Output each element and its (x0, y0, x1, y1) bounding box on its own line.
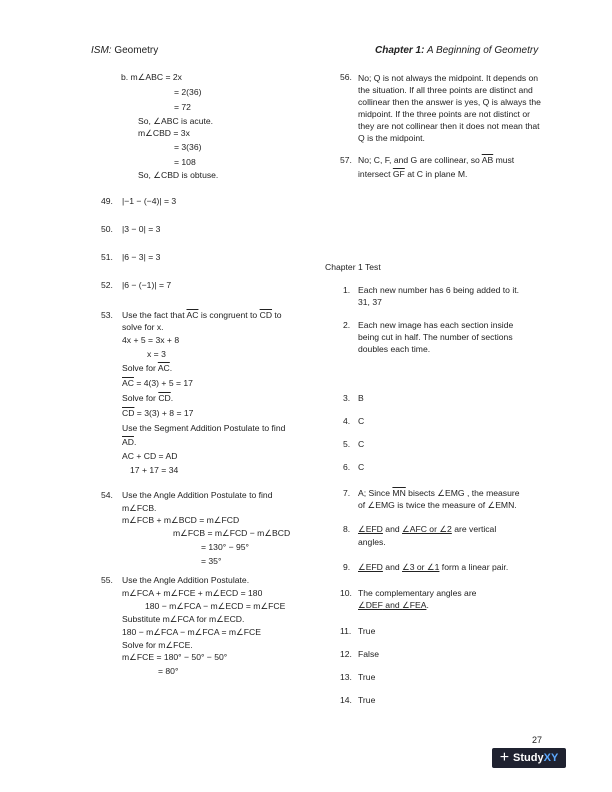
problem-number: 50. (101, 224, 113, 234)
p53-line3: 4x + 5 = 3x + 8 (122, 335, 180, 345)
problem-number: 11. (340, 626, 352, 636)
p57-line1: No; C, F, and G are collinear, so $\overline{AB}$ must (358, 155, 515, 165)
problem-number: 1. (343, 285, 351, 295)
problem-number: 56. (340, 72, 352, 82)
t2-line3: doubles each time. (358, 344, 431, 354)
problem-number: 5. (343, 439, 351, 449)
p54-line5: = 130° − 95° (201, 542, 249, 552)
t14-answer: True (358, 695, 376, 705)
line: So, ∠ABC is acute. (138, 116, 214, 126)
p53-line2: solve for x. (122, 322, 164, 332)
line: = 3(36) (174, 142, 202, 152)
p54-line4: m∠FCB = m∠FCD − m∠BCD (173, 528, 291, 538)
header-right: Chapter 1: A Beginning of Geometry (375, 45, 539, 56)
p53-line1: Use the fact that $\overline{AC}$ is congruent to $\overline{CD}$ to (122, 310, 282, 320)
t9-line1: ∠EFD and ∠3 or ∠1 form a linear pair. (358, 562, 509, 572)
p55-line1: Use the Angle Addition Postulate. (122, 575, 250, 585)
problem-49-expr: |−1 − (−4)| = 3 (122, 196, 177, 206)
line: = 2(36) (174, 87, 202, 97)
problem-52-expr: |6 − (−1)| = 7 (122, 280, 172, 290)
p54-line1: Use the Angle Addition Postulate to find (122, 490, 273, 500)
p55-line6: Solve for m∠FCE. (122, 640, 193, 650)
p53-line5: Solve for $\overline{AC}$. (122, 363, 173, 373)
t10-line2: ∠DEF and ∠FEA. (358, 600, 429, 610)
p55-line8: = 80° (158, 666, 179, 676)
p53-line9: Use the Segment Addition Postulate to find (122, 423, 286, 433)
problem-number: 7. (343, 488, 351, 498)
t12-answer: False (358, 649, 380, 659)
studyxy-logo: + Study XY (492, 748, 566, 768)
p54-line6: = 35° (201, 556, 222, 566)
p56-text: No; Q is not always the midpoint. It depends on the situation. If all three points are distinct and collinear then the answer is yes, Q is always the midpoint. If the three points are not distinct or they are not collinear then it does not mean that Q is the midpoint. (358, 73, 541, 143)
problem-number: 13. (340, 672, 352, 682)
problem-number: 2. (343, 320, 351, 330)
t3-answer: B (358, 393, 364, 403)
p55-line3: 180 − m∠FCA − m∠ECD = m∠FCE (145, 601, 286, 611)
t2-line2: being cut in half. The number of sections (358, 332, 513, 342)
line: = 72 (174, 102, 191, 112)
problem-51-expr: |6 − 3| = 3 (122, 252, 161, 262)
t2-line1: Each new image has each section inside (358, 320, 514, 330)
problem-number: 54. (101, 490, 113, 500)
t6-answer: C (358, 462, 365, 472)
section-title: Chapter 1 Test (325, 262, 381, 272)
p54-line2: m∠FCB. (122, 503, 157, 513)
problem-number: 6. (343, 462, 351, 472)
p53-line4: x = 3 (147, 349, 166, 359)
t7-line2: of ∠EMG is twice the measure of ∠EMN. (358, 500, 517, 510)
problem-number: 53. (101, 310, 113, 320)
p55-line2: m∠FCA + m∠FCE + m∠ECD = 180 (122, 588, 263, 598)
problem-number: 4. (343, 416, 351, 426)
problem-number: 10. (340, 588, 352, 598)
p53-line10: $\overline{AD}$. (122, 437, 137, 447)
line: m∠CBD = 3x (138, 128, 190, 138)
t1-line1: Each new number has 6 being added to it. (358, 285, 520, 295)
p53-line8: $\overline{CD} = 3(3) + 8 = 17$ (122, 408, 194, 418)
problem-number: 52. (101, 280, 113, 290)
problem-number: 12. (340, 649, 352, 659)
t4-answer: C (358, 416, 365, 426)
p57-line2: intersect $\overline{GF}$ at C in plane M. (358, 169, 468, 179)
p53-line6: $\overline{AC} = 4(3) + 5 = 17$ (122, 378, 193, 388)
p53-line11: AC + CD = AD (122, 451, 178, 461)
problem-number: 49. (101, 196, 113, 206)
p55-line5: 180 − m∠FCA − m∠FCA = m∠FCE (122, 627, 261, 637)
t1-line2: 31, 37 (358, 297, 382, 307)
problem-number: 8. (343, 524, 351, 534)
plus-icon: + (499, 749, 510, 766)
p55-line4: Substitute m∠FCA for m∠ECD. (122, 614, 245, 624)
line: b. m∠ABC = 2x (121, 72, 182, 82)
t13-answer: True (358, 672, 376, 682)
t10-line1: The complementary angles are (358, 588, 477, 598)
t7-line1: A; Since $\overline{MN}$ bisects ∠EMG , the measure (358, 488, 520, 498)
problem-number: 57. (340, 155, 352, 165)
problem-number: 51. (101, 252, 113, 262)
header-left: ISM: Geometry (91, 45, 159, 56)
t5-answer: C (358, 439, 365, 449)
problem-number: 9. (343, 562, 351, 572)
t8-line2: angles. (358, 537, 386, 547)
page-number: 27 (531, 735, 542, 745)
p53-line7: Solve for $\overline{CD}$. (122, 393, 174, 403)
p54-line3: m∠FCB + m∠BCD = m∠FCD (122, 515, 240, 525)
problem-50-expr: |3 − 0| = 3 (122, 224, 161, 234)
problem-number: 14. (340, 695, 352, 705)
line: So, ∠CBD is obtuse. (138, 170, 219, 180)
p53-line12: 17 + 17 = 34 (130, 465, 179, 475)
problem-number: 55. (101, 575, 113, 585)
line: = 108 (174, 157, 196, 167)
problem-number: 3. (343, 393, 351, 403)
p55-line7: m∠FCE = 180° − 50° − 50° (122, 652, 228, 662)
t8-line1: ∠EFD and ∠AFC or ∠2 are vertical (358, 524, 497, 534)
t11-answer: True (358, 626, 376, 636)
